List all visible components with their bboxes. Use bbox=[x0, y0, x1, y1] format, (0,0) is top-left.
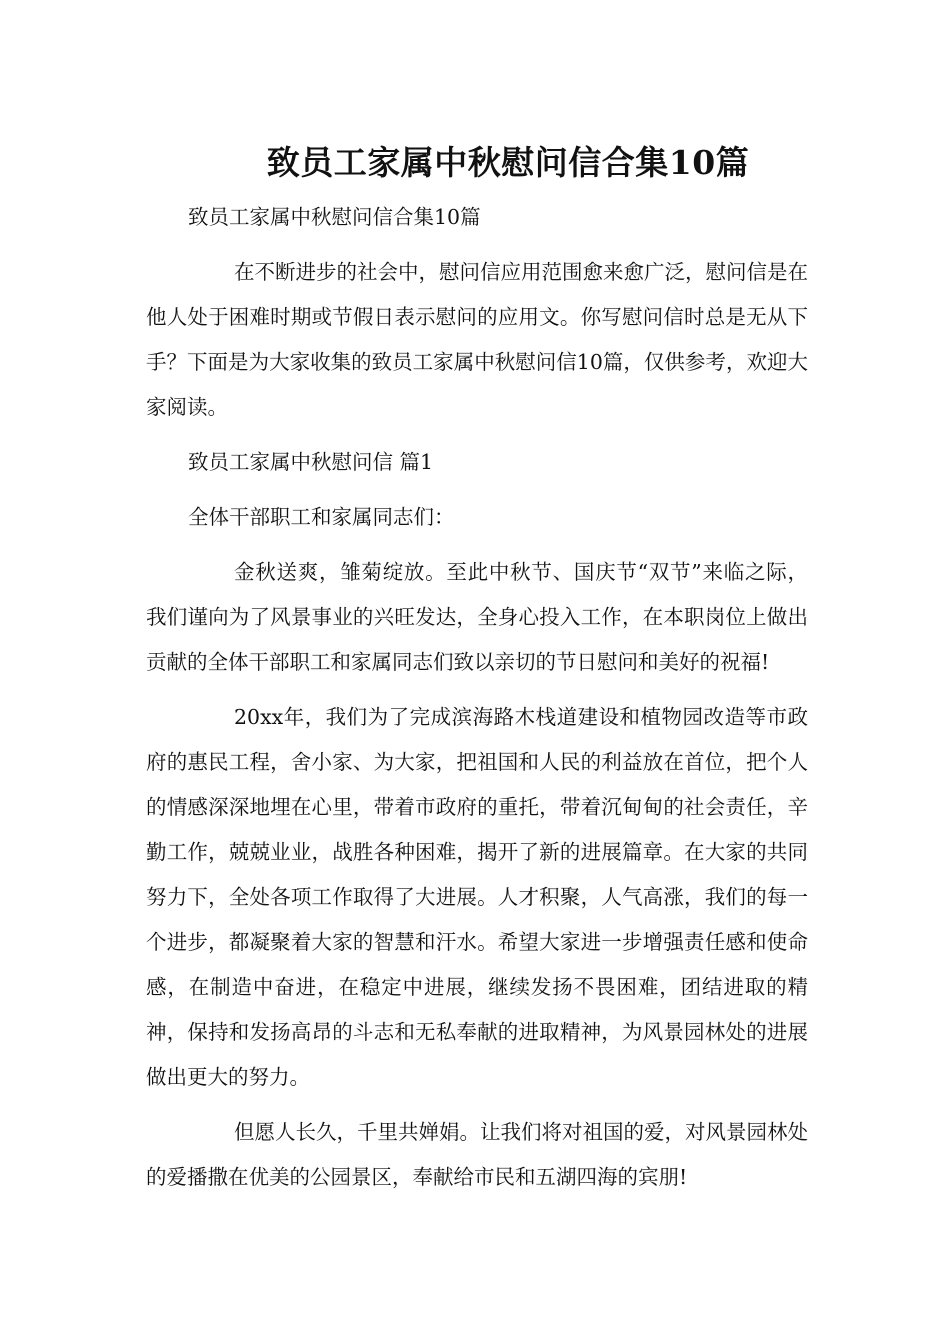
body-paragraph-2: 20xx年，我们为了完成滨海路木栈道建设和植物园改造等市政府的惠民工程，舍小家、为大家，把祖国和人民的利益放在首位，把个人的情感深深地埋在心里，带着市政府的重托，带着沉甸甸的社会责任，辛勤工作，兢兢业业，战胜各种困难，揭开了新的进展篇章。在大家的共同努力下，全处各项工作取得了大进展。人才积聚，人气高涨，我们的每一个进步，都凝聚着大家的智慧和汗水。希望大家进一步增强责任感和使命感，在制造中奋进，在稳定中进展，继续发扬不畏困难，团结进取的精神，保持和发扬高昂的斗志和无私奉献的进取精神，为风景园林处的进展做出更大的努力。 bbox=[146, 705, 808, 1089]
document-title: 致员工家属中秋慰问信合集10篇 bbox=[266, 143, 750, 183]
subtitle-paragraph: 致员工家属中秋慰问信合集10篇 bbox=[188, 205, 481, 229]
body-paragraph-1: 金秋送爽，雏菊绽放。至此中秋节、国庆节“双节”来临之际，我们谨向为了风景事业的兴旺发达，全身心投入工作，在本职岗位上做出贡献的全体干部职工和家属同志们致以亲切的节日慰问和美好的祝福! bbox=[146, 560, 808, 674]
salutation: 全体干部职工和家属同志们： bbox=[188, 505, 455, 529]
section-heading: 致员工家属中秋慰问信 篇1 bbox=[188, 450, 434, 474]
body-paragraph-3: 但愿人长久，千里共婵娟。让我们将对祖国的爱，对风景园林处的爱播撒在优美的公园景区，奉献给市民和五湖四海的宾朋! bbox=[146, 1120, 808, 1189]
document-body bbox=[146, 195, 808, 1200]
intro-paragraph: 在不断进步的社会中，慰问信应用范围愈来愈广泛，慰问信是在他人处于困难时期或节假日表示慰问的应用文。你写慰问信时总是无从下手？下面是为大家收集的致员工家属中秋慰问信10篇，仅供参考，欢迎大家阅读。 bbox=[146, 260, 808, 419]
